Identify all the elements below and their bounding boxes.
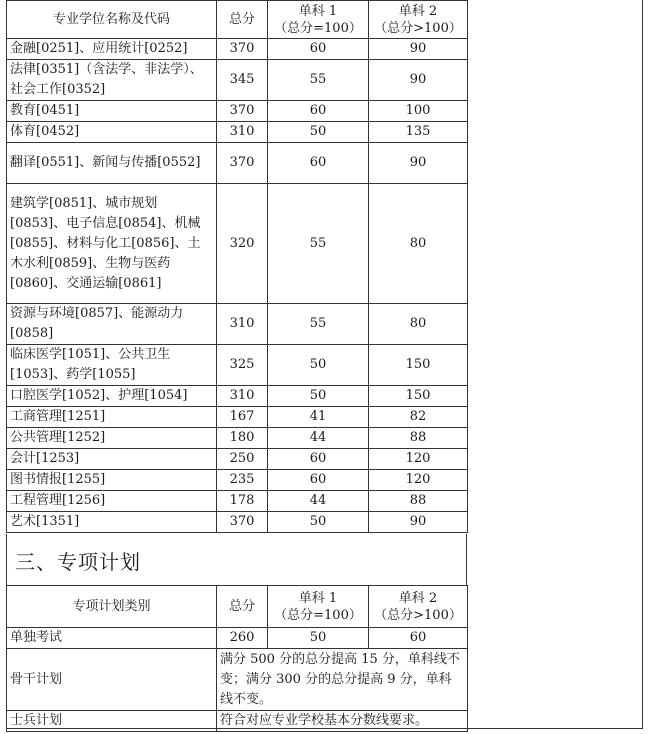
total-score: 178 [217,491,268,512]
single1-score: 50 [268,345,369,386]
total-score: 370 [217,101,268,122]
table-row [7,470,468,491]
total-score: 235 [217,470,268,491]
table-header-row [7,1,468,39]
header-plan-category: 专项计划类别 [7,586,217,628]
total-score: 320 [217,184,268,304]
header-degree-name: 专业学位名称及代码 [7,1,217,39]
single2-score: 150 [369,345,468,386]
single1-score: 50 [268,512,369,533]
degree-name: 图书情报[1255] [7,470,217,491]
total-score: 310 [217,386,268,407]
total-score: 260 [217,628,268,649]
table-row [7,512,468,533]
degree-name: 法律[0351]（含法学、非法学）、社会工作[0352] [7,60,217,101]
table-row [7,184,468,304]
single2-score: 88 [369,428,468,449]
single2-score: 90 [369,39,468,60]
table-header-row [7,586,468,628]
degree-name: 资源与环境[0857]、能源动力[0858] [7,304,217,345]
header-total: 总分 [217,1,268,39]
single1-score: 50 [268,122,369,143]
single1-score: 41 [268,407,369,428]
plan-name: 士兵计划 [7,711,217,732]
header-single1 [268,586,369,628]
single2-score: 100 [369,101,468,122]
degree-name: 会计[1253] [7,449,217,470]
single1-score: 55 [268,304,369,345]
total-score: 167 [217,407,268,428]
degree-name: 工商管理[1251] [7,407,217,428]
single1-score: 44 [268,491,369,512]
single2-score: 82 [369,407,468,428]
special-plan-table [6,585,468,732]
header-single1-title: 单科 1 [298,3,338,19]
single2-score: 90 [369,512,468,533]
single1-score: 60 [268,470,369,491]
table-row [7,628,468,649]
total-score: 250 [217,449,268,470]
degree-name: 体育[0452] [7,122,217,143]
total-score: 180 [217,428,268,449]
header-single1-title: 单科 1 [298,590,338,606]
table-row [7,711,468,732]
single1-score: 60 [268,143,369,184]
total-score: 370 [217,512,268,533]
total-score: 310 [217,304,268,345]
degree-name: 艺术[1351] [7,512,217,533]
plan-note: 符合对应专业学校基本分数线要求。 [217,711,468,732]
table-row [7,101,468,122]
professional-degree-score-table [6,0,468,533]
table-row [7,122,468,143]
header-single2-title: 单科 2 [398,3,438,19]
total-score: 345 [217,60,268,101]
table-row [7,407,468,428]
table-row [7,39,468,60]
single2-score: 90 [369,60,468,101]
single1-score: 44 [268,428,369,449]
total-score: 370 [217,39,268,60]
header-single2-title: 单科 2 [398,590,438,606]
header-single1 [268,1,369,39]
degree-name: 工程管理[1256] [7,491,217,512]
section-title: 三、专项计划 [15,550,141,574]
degree-name: 口腔医学[1052]、护理[1054] [7,386,217,407]
table-row [7,143,468,184]
single1-score: 60 [268,39,369,60]
single2-score: 80 [369,304,468,345]
header-single1-note: （总分=100） [274,607,362,623]
table-row [7,386,468,407]
total-score: 325 [217,345,268,386]
table-row [7,428,468,449]
table-row [7,345,468,386]
header-single2-note: （总分>100） [374,607,462,623]
degree-name: 教育[0451] [7,101,217,122]
table-row [7,449,468,470]
table-row [7,60,468,101]
single1-score: 60 [268,449,369,470]
single2-score: 120 [369,470,468,491]
single2-score: 90 [369,143,468,184]
plan-name: 骨干计划 [7,649,217,711]
degree-name: 翻译[0551]、新闻与传播[0552] [7,143,217,184]
table-row [7,304,468,345]
plan-name: 单独考试 [7,628,217,649]
header-single2-note: （总分>100） [374,20,462,36]
total-score: 370 [217,143,268,184]
plan-note: 满分 500 分的总分提高 15 分，单科线不变；满分 300 分的总分提高 9 分，单科线不变。 [217,649,468,711]
degree-name: 公共管理[1252] [7,428,217,449]
single2-score: 80 [369,184,468,304]
header-single2 [369,1,468,39]
table-row [7,491,468,512]
single2-score: 120 [369,449,468,470]
single1-score: 55 [268,60,369,101]
degree-name: 金融[0251]、应用统计[0252] [7,39,217,60]
single1-score: 50 [268,386,369,407]
header-single2 [369,586,468,628]
single1-score: 55 [268,184,369,304]
table-row [7,649,468,711]
section-heading-box [6,534,467,585]
header-total: 总分 [217,586,268,628]
single1-score: 50 [268,628,369,649]
single2-score: 60 [369,628,468,649]
degree-name: 临床医学[1051]、公共卫生[1053]、药学[1055] [7,345,217,386]
header-single1-note: （总分=100） [274,20,362,36]
single2-score: 150 [369,386,468,407]
single1-score: 60 [268,101,369,122]
single2-score: 88 [369,491,468,512]
degree-name: 建筑学[0851]、城市规划[0853]、电子信息[0854]、机械[0855]、材料与化工[0856]、土木水利[0859]、生物与医药[0860]、交通运输[0861] [7,184,217,304]
single2-score: 135 [369,122,468,143]
total-score: 310 [217,122,268,143]
